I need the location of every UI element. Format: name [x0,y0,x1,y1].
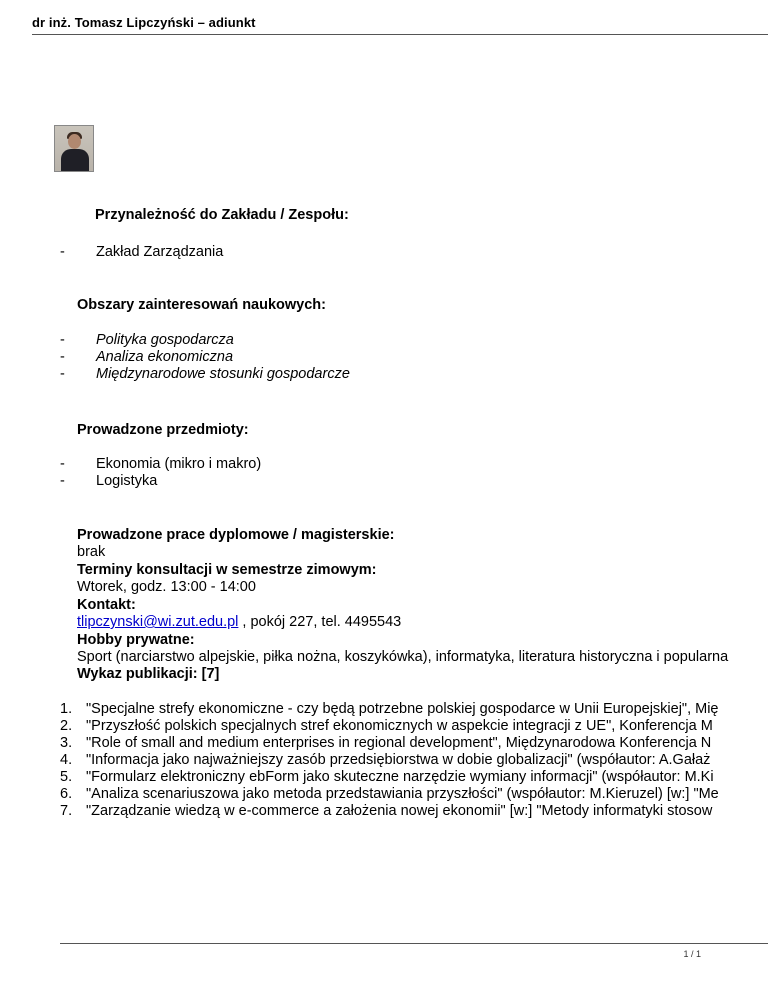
portrait-photo [54,125,94,172]
publications-list [60,701,719,820]
affiliation-heading: Przynależność do Zakładu / Zespołu: [95,207,349,223]
publication-item: 2. "Przyszłość polskich specjalnych stref ekonomicznych w aspekcie integracji z UE", Konferencja M [60,718,713,734]
contact-heading: Kontakt: [77,597,136,613]
courses-heading: Prowadzone przedmioty: [77,422,249,438]
hobby-value: Sport (narciarstwo alpejskie, piłka nożna, koszykówka), informatyka, literatura historyczna i popularna [77,649,729,665]
publication-item: 4. "Informacja jako najważniejszy zasób przedsiębiorstwa w dobie globalizacji" (współautor: A.Gałaż [60,752,711,768]
publication-item: 6. "Analiza scenariuszowa jako metoda przedstawiania przyszłości" (współautor: M.Kieruzel) [w:] "Me [60,786,719,802]
courses-list [60,456,261,490]
footer-divider [60,943,768,944]
theses-value: brak [77,544,106,560]
publication-item: 3. "Role of small and medium enterprises in regional development", Międzynarodowa Konferencja N [60,735,712,751]
list-item: - Analiza ekonomiczna [60,349,234,365]
theses-heading: Prowadzone prace dyplomowe / magisterskie: [77,527,395,543]
page-title: dr inż. Tomasz Lipczyński – adiunkt [32,15,256,30]
list-item: - Logistyka [60,473,158,489]
list-item: - Międzynarodowe stosunki gospodarcze [60,366,350,382]
publication-item: 5. "Formularz elektroniczny ebForm jako skuteczne narzędzie wymiany informacji" (współautor: M.Ki [60,769,714,785]
page-number: 1 / 1 [683,949,701,959]
research-heading: Obszary zainteresowań naukowych: [77,297,326,313]
publications-heading: Wykaz publikacji: [7] [77,666,220,682]
header-divider [32,34,768,35]
research-list [60,332,350,383]
contact-line [77,614,401,630]
consultations-value: Wtorek, godz. 13:00 - 14:00 [77,579,256,595]
list-item: - Zakład Zarządzania [60,244,224,260]
list-item: - Ekonomia (mikro i makro) [60,456,262,472]
list-item: - Polityka gospodarcza [60,332,234,348]
publication-item: 1. "Specjalne strefy ekonomiczne - czy będą potrzebne polskiej gospodarce w Unii Europejskiej", Mię [60,701,719,717]
hobby-heading: Hobby prywatne: [77,632,195,648]
publication-item: 7. "Zarządzanie wiedzą w e-commerce a założenia nowej ekonomii" [w:] "Metody informatyki stosow [60,803,713,819]
contact-details: , pokój 227, tel. 4495543 [242,614,402,630]
consultations-heading: Terminy konsultacji w semestrze zimowym: [77,562,377,578]
email-link[interactable]: tlipczynski@wi.zut.edu.pl [77,614,239,630]
affiliation-list [60,244,223,261]
